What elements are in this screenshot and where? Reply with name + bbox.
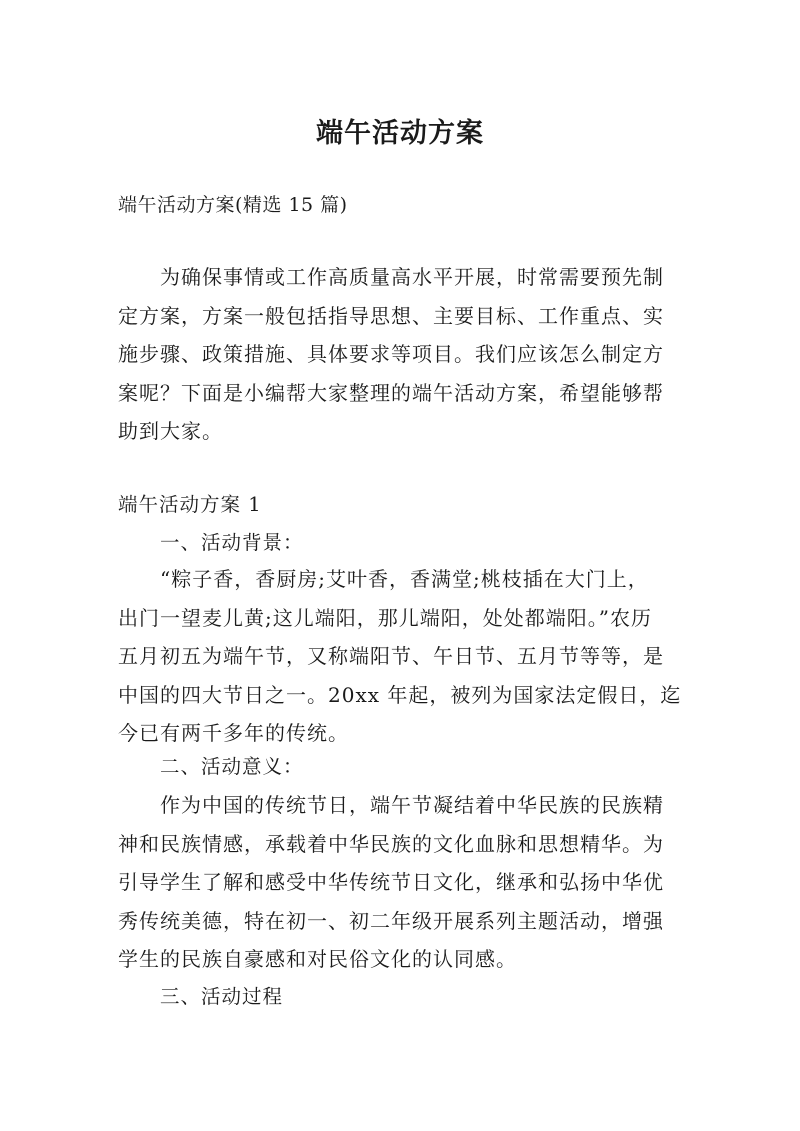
significance-line: 引导学生了解和感受中华传统节日文化，继承和弘扬中华优: [118, 870, 664, 894]
section-title: 端午活动方案 1: [118, 493, 262, 516]
background-line: 五月初五为端午节，又称端阳节、午日节、五月节等等，是: [118, 644, 664, 668]
activity-background-paragraph: [118, 560, 698, 753]
background-line: 今已有两千多年的传统。: [118, 721, 349, 745]
activity-significance-heading: 二、活动意义：: [160, 755, 304, 778]
intro-line: 案呢？下面是小编帮大家整理的端午活动方案，希望能够帮: [118, 380, 664, 405]
intro-line: 施步骤、政策措施、具体要求等项目。我们应该怎么制定方: [118, 342, 664, 366]
significance-line: 神和民族情感，承载着中华民族的文化血脉和思想精华。为: [118, 831, 664, 856]
intro-paragraph: [118, 258, 698, 451]
significance-line: 秀传统美德，特在初一、初二年级开展系列主题活动，增强: [118, 908, 664, 933]
activity-background-heading: 一、活动背景：: [160, 531, 304, 554]
document-subtitle: 端午活动方案(精选 15 篇): [118, 194, 348, 216]
significance-line: 作为中国的传统节日，端午节凝结着中华民族的民族精: [160, 793, 664, 817]
background-line: 出门一望麦儿黄;这儿端阳，那儿端阳，处处都端阳。”农历: [118, 605, 652, 630]
intro-line: 助到大家。: [118, 419, 223, 443]
significance-line: 学生的民族自豪感和对民俗文化的认同感。: [118, 947, 517, 971]
background-line: 中国的四大节日之一。20xx 年起，被列为国家法定假日，迄: [118, 682, 682, 707]
activity-significance-paragraph: [118, 786, 698, 979]
intro-line: 为确保事情或工作高质量高水平开展，时常需要预先制: [160, 265, 664, 289]
intro-line: 定方案，方案一般包括指导思想、主要目标、工作重点、实: [118, 303, 664, 328]
activity-process-heading: 三、活动过程: [160, 985, 284, 1008]
document-title: 端午活动方案: [316, 118, 484, 150]
background-line: “粽子香，香厨房;艾叶香，香满堂;桃枝插在大门上，: [160, 567, 649, 591]
